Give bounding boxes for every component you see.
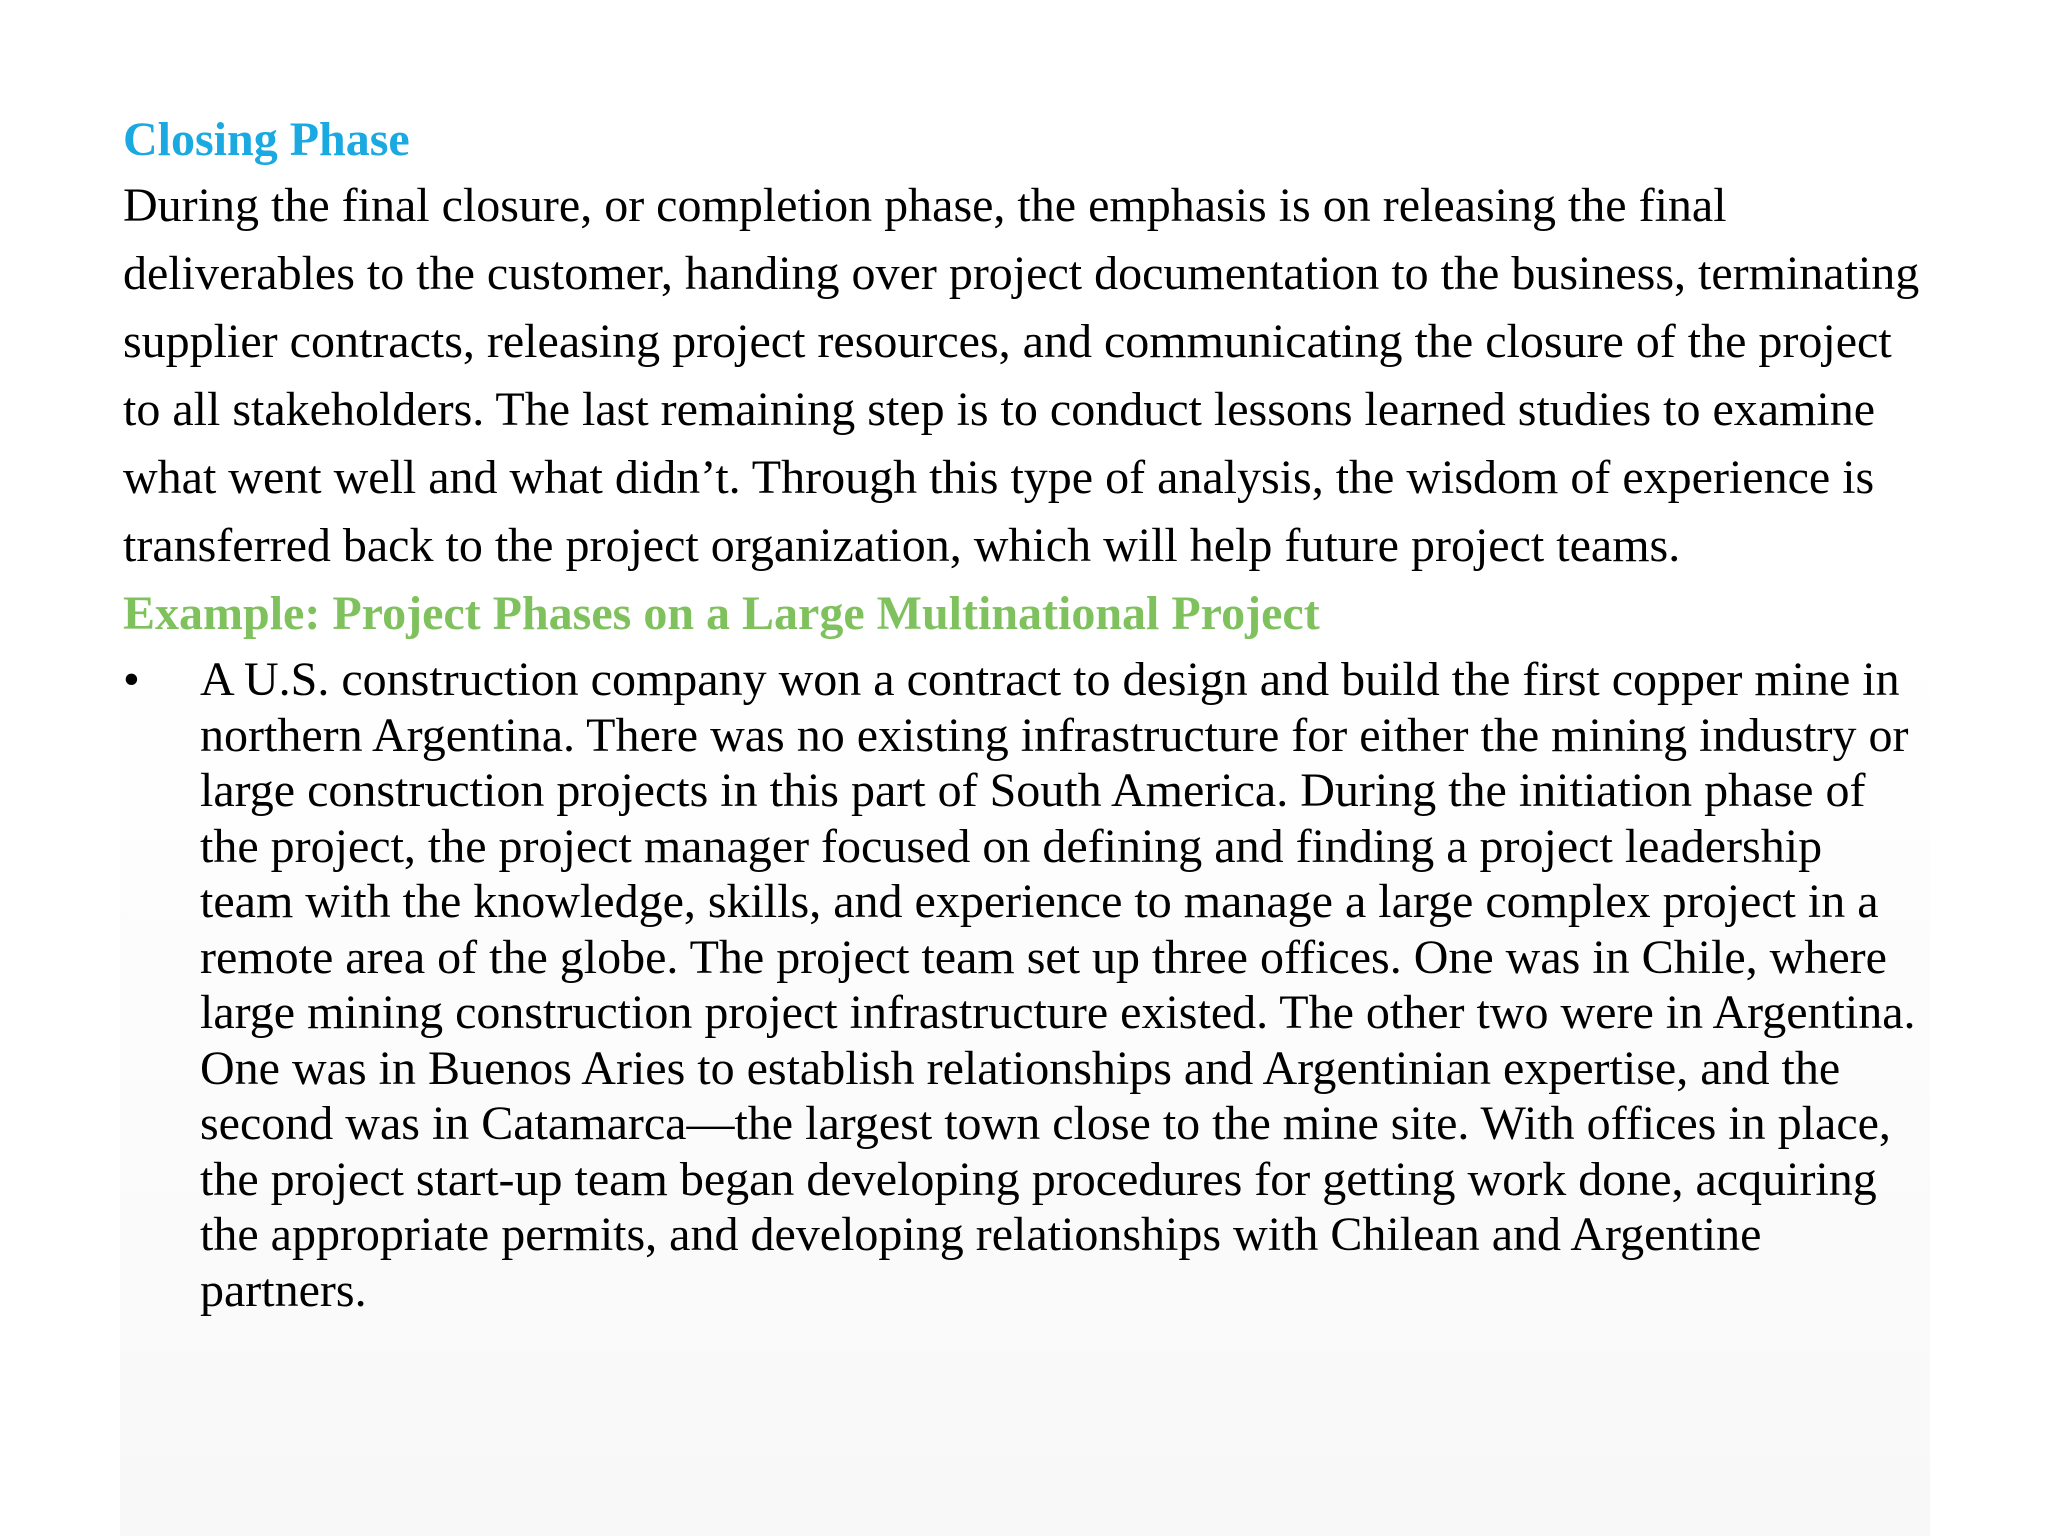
- bullet-icon: •: [123, 653, 140, 706]
- example-bullet-text: A U.S. construction company won a contract to design and build the first copper mine in northern Argentina. There was no existing infrastructure for either the mining industry or large construction projects in this part of South America. During the initiation phase of the project, the project manager focused on defining and finding a project leadership team with the knowledge, skills, and experience to manage a large complex project in a remote area of the globe. The project team set up three offices. One was in Chile, where large mining construction project infrastructure existed. The other two were in Argentina. One was in Buenos Aries to establish relationships and Argentinian expertise, and the second was in Catamarca—the largest town close to the mine site. With offices in place, the project start-up team began developing procedures for getting work done, acquiring the appropriate permits, and developing relationships with Chilean and Argentine partners.: [200, 653, 1916, 1317]
- example-bullet-item: [123, 652, 1983, 1318]
- example-heading: Example: Project Phases on a Large Multinational Project: [123, 587, 1320, 640]
- content-area: [123, 108, 1983, 1318]
- closing-phase-paragraph: During the final closure, or completion phase, the emphasis is on releasing the final deliverables to the customer, handing over project documentation to the business, terminating supplier contracts, releasing project resources, and communicating the closure of the project to all stakeholders. The last remaining step is to conduct lessons learned studies to examine what went well and what didn’t. Through this type of analysis, the wisdom of experience is transferred back to the project organization, which will help future project teams.: [123, 179, 1920, 572]
- closing-phase-heading: Closing Phase: [123, 113, 410, 166]
